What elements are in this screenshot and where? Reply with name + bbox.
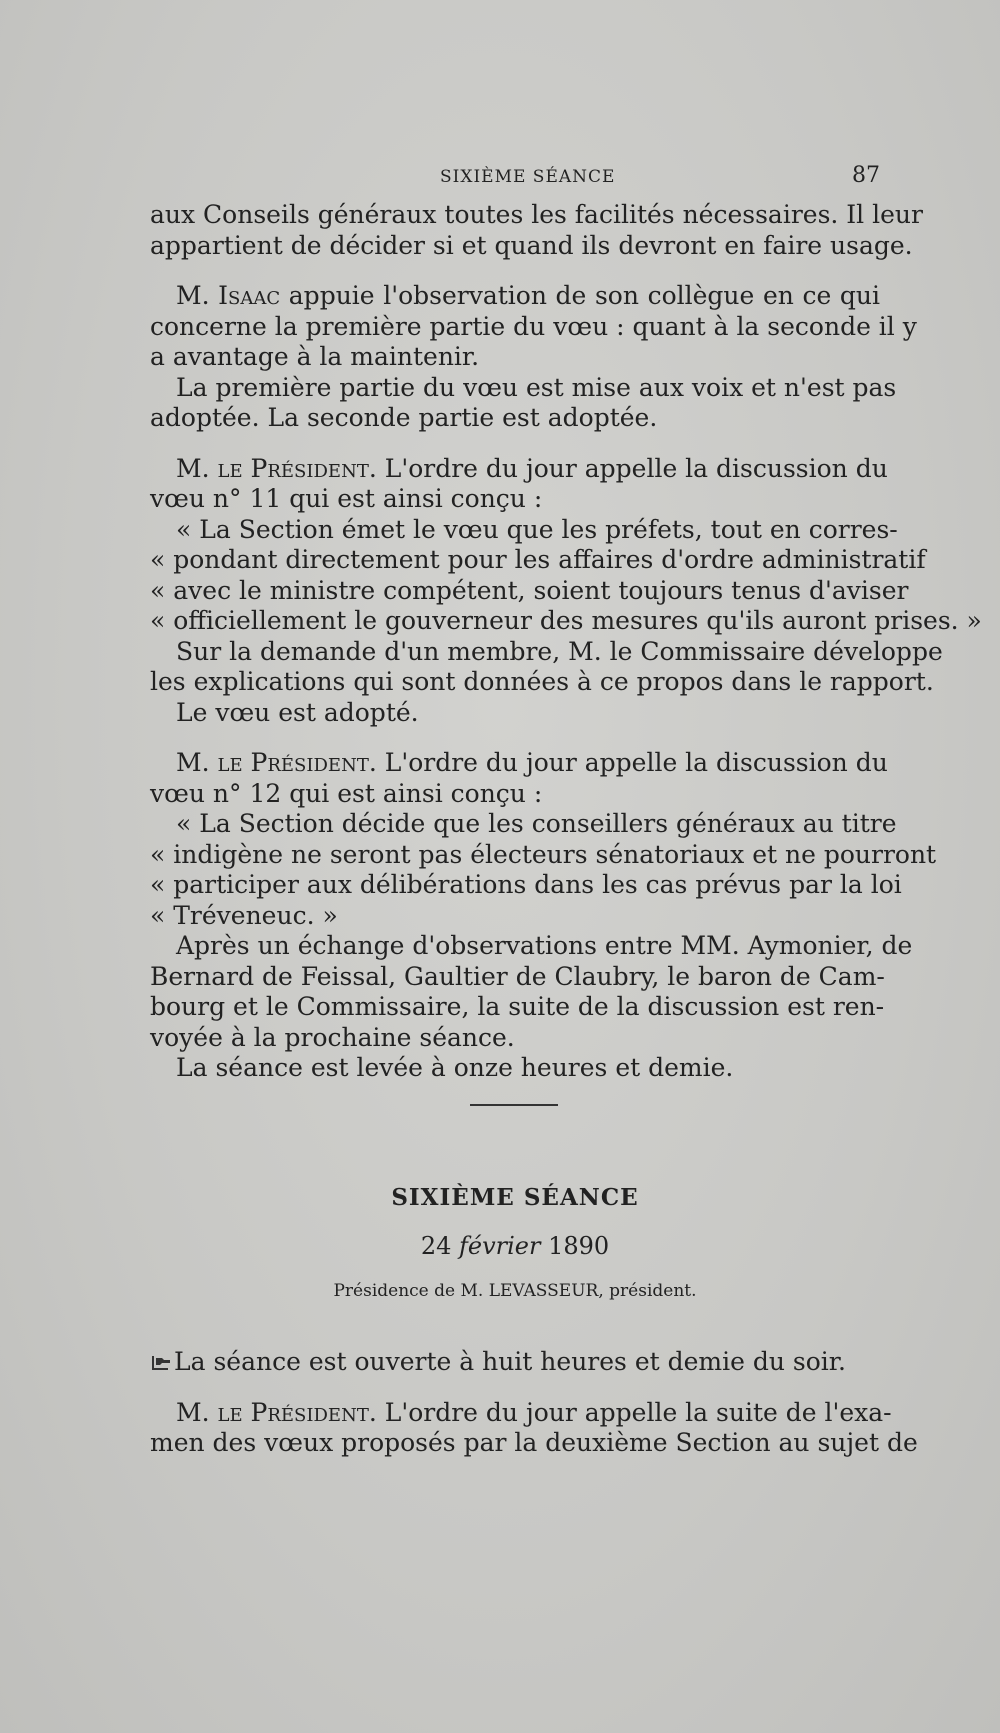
quote-line: « participer aux délibérations dans les cas prévus par la loi <box>150 870 902 899</box>
speaker-name: Isaac <box>218 281 281 310</box>
text-line: Le vœu est adopté. <box>176 697 419 727</box>
body-text <box>150 200 982 1084</box>
session-presidency: Présidence de M. LEVASSEUR, président. <box>333 1281 697 1301</box>
date-year: 1890 <box>540 1232 610 1260</box>
running-title: SIXIÈME SÉANCE <box>440 167 616 187</box>
speaker-line-rest: . L'ordre du jour appelle la discussion du <box>368 453 888 483</box>
text-line: bourg et le Commissaire, la suite de la discussion est ren- <box>150 992 885 1021</box>
speaker-le: le <box>217 748 243 777</box>
date-month: février <box>458 1232 541 1260</box>
page-number: 87 <box>852 163 880 188</box>
text-line: vœu n° 12 qui est ainsi conçu : <box>150 778 543 808</box>
speaker-line <box>150 1397 892 1429</box>
speaker-title: Président <box>242 453 369 483</box>
speaker-prefix: M. <box>176 1397 218 1427</box>
text-line: men des vœux proposés par la deuxième Section au sujet de <box>150 1428 918 1457</box>
text-line: Après un échange d'observations entre MM. Aymonier, de <box>176 931 913 960</box>
text-line: a avantage à la maintenir. <box>150 342 480 371</box>
text-line: adoptée. La seconde partie est adoptée. <box>150 403 658 432</box>
speaker-line-rest: appuie l'observation de son collègue en ce qui <box>280 281 880 310</box>
text-line: vœu n° 11 qui est ainsi conçu : <box>150 484 543 513</box>
section-separator <box>470 1104 558 1106</box>
speaker-line <box>150 748 888 779</box>
speaker-line <box>150 453 888 485</box>
paragraph-gap <box>150 1378 880 1398</box>
opening-text: La séance est ouverte à huit heures et demie du soir. <box>174 1347 846 1376</box>
speaker-prefix: M. <box>176 281 219 310</box>
speaker-line <box>150 281 880 312</box>
paragraph-gap <box>150 728 880 748</box>
text-line: Sur la demande d'un membre, M. le Commissaire développe <box>176 636 943 666</box>
paragraph-gap <box>150 261 880 281</box>
text-line: concerne la première partie du vœu : quant à la seconde il y <box>150 311 917 341</box>
opening-line <box>150 1347 880 1378</box>
session-date <box>0 1232 1000 1260</box>
text-line: voyée à la prochaine séance. <box>150 1022 515 1052</box>
paragraph-gap <box>150 434 880 454</box>
speaker-prefix: M. <box>176 748 218 777</box>
quote-line: « pondant directement pour les affaires d'ordre administratif <box>150 545 926 574</box>
session-title: SIXIÈME SÉANCE <box>391 1184 639 1211</box>
running-head <box>150 163 880 193</box>
date-day: 24 <box>420 1232 459 1260</box>
speaker-le: le <box>217 453 243 483</box>
text-line: aux Conseils généraux toutes les facilités nécessaires. Il leur <box>150 200 923 229</box>
quote-line: « La Section émet le vœu que les préfets, tout en corres- <box>176 514 898 544</box>
speaker-line-rest: . L'ordre du jour appelle la suite de l'exa- <box>368 1397 892 1427</box>
text-line: Bernard de Feissal, Gaultier de Claubry, le baron de Cam- <box>150 961 885 991</box>
pointing-hand-icon <box>150 1352 172 1372</box>
quote-line: « indigène ne seront pas électeurs sénatoriaux et ne pourront <box>150 839 937 869</box>
speaker-title: Président <box>242 1397 369 1427</box>
body-text-continued <box>150 1347 918 1459</box>
text-line: La séance est levée à onze heures et demie. <box>176 1053 734 1082</box>
text-line: La première partie du vœu est mise aux voix et n'est pas <box>176 372 897 402</box>
speaker-title: Président <box>242 748 369 777</box>
speaker-line-rest: . L'ordre du jour appelle la discussion du <box>368 748 888 777</box>
quote-line: « Tréveneuc. » <box>150 900 338 930</box>
quote-line: « officiellement le gouverneur des mesures qu'ils auront prises. » <box>150 606 982 635</box>
text-line: appartient de décider si et quand ils devront en faire usage. <box>150 230 913 260</box>
speaker-le: le <box>217 1397 243 1427</box>
text-line: les explications qui sont données à ce propos dans le rapport. <box>150 667 934 696</box>
quote-line: « avec le ministre compétent, soient toujours tenus d'aviser <box>150 575 909 605</box>
quote-line: « La Section décide que les conseillers généraux au titre <box>176 809 897 838</box>
speaker-prefix: M. <box>176 453 218 483</box>
